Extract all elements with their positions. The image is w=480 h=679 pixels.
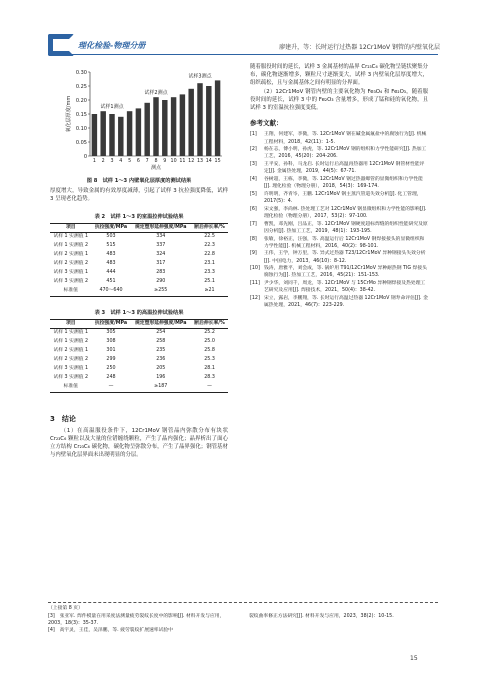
- reference-number: [5]: [250, 191, 257, 197]
- reference-number: [8]: [250, 236, 257, 242]
- x-axis-label: 测点: [150, 165, 162, 171]
- journal-logo: [48, 34, 144, 56]
- table-cell: 试样 2 实测值 1: [53, 348, 89, 354]
- table-cell: 25.1: [204, 279, 215, 285]
- table-cell: —: [108, 384, 114, 390]
- reference-item: [250, 191, 428, 205]
- table-cell: 334: [156, 234, 166, 240]
- table-cell: 248: [106, 375, 116, 381]
- bar: [162, 100, 167, 156]
- bar: [206, 86, 211, 156]
- section-heading: 3 结论: [50, 415, 76, 423]
- x-tick-label: 7: [145, 159, 149, 164]
- x-tick-label: 13: [196, 159, 204, 164]
- reference-item: [250, 176, 428, 190]
- reference-text: 尹少华，刘同千，周龙，等. 12Cr1MoV 与 15CrMo 异种钢焊接及热处理工艺研究及应用[J]. 焊接技术，2021，50(4)：38-42.: [264, 281, 426, 294]
- continued-ref-columns: [48, 614, 438, 635]
- table-cell: 444: [106, 270, 116, 276]
- reference-text: 杨在志，傅小明，孙虎，等. 12Cr1MoV 钢的组织和力学性能研究[J]. 热加工工艺，2016，45(20)：204-206.: [264, 147, 427, 160]
- table-cell: 317: [156, 261, 166, 267]
- right-text: [250, 64, 428, 310]
- reference-text: 王伟，王学，钟万里，等. 异式过热器 T23/12Cr1MoV 异种钢接头失效分析[J]. 中国电力，2013，46(10)：8-12.: [264, 251, 426, 264]
- table-3-title: 表 3 试样 1～3 的高温拉伸试验结果: [94, 310, 184, 316]
- table-cell: ≥187: [154, 384, 168, 390]
- table-cell: 试样 1 实测值 2: [53, 243, 89, 249]
- reference-text: 钱涛，唐雅平，刘会成，等. 锅炉用 T91/12Cr1MoV 异种耐热钢 TIG 焊接头腐蚀行为[J]. 热加工工艺，2016，45(21)：151-153.: [264, 266, 428, 279]
- x-tick-label: 11: [179, 159, 186, 164]
- table-cell: 22.8: [204, 252, 215, 258]
- series-label: 试样3测点: [188, 73, 212, 80]
- table-cell: 258: [156, 339, 166, 345]
- table-cell: 483: [106, 261, 116, 267]
- y-tick-label: 0.05: [75, 139, 87, 146]
- reference-item: [250, 146, 428, 160]
- reference-number: [12]: [250, 296, 260, 302]
- table-row: [50, 374, 228, 383]
- series-label: 试样2测点: [144, 90, 168, 97]
- reference-text: 王平安，孙科，马龙启. 长时运行后高温再热器用 12Cr1MoV 钢管材性能评定[J]. 金属热处理，2019，44(5)：67-71.: [264, 162, 425, 175]
- page-header: [0, 0, 480, 62]
- reference-item: [250, 236, 428, 250]
- y-tick-label: 0.10: [75, 125, 87, 132]
- continued-references: [48, 606, 438, 635]
- table-header-cell: 断后伸长率/%: [194, 224, 225, 230]
- table-cell: 196: [156, 375, 166, 381]
- table-cell: 标准值: [63, 384, 78, 390]
- x-tick-label: 14: [205, 159, 212, 164]
- reference-item: [250, 280, 428, 294]
- table-cell: 236: [156, 357, 166, 363]
- y-tick-label: 0: [83, 153, 87, 160]
- bar: [171, 97, 176, 156]
- reference-number: [9]: [250, 251, 257, 257]
- y-tick-label: 0.20: [75, 97, 87, 104]
- x-tick-label: 10: [170, 159, 177, 164]
- reference-item: 裂纹曲率修正方法研究[J]. 材料开发与应用，2023，38(2)：10-15.: [249, 613, 394, 619]
- table-3: [50, 319, 228, 394]
- reference-text: 宋文强，李尚林. 热处理工艺对 12Cr1MoV 钢显微组织和力学性能的影响[J]. 理化检验（物理分册），2017，53(2)：97-100.: [264, 206, 427, 219]
- table-row: [50, 365, 228, 374]
- table-row: [50, 269, 228, 278]
- table-row: [50, 260, 228, 269]
- table-cell: 25.3: [204, 357, 215, 363]
- reference-item: [250, 161, 428, 175]
- reference-item: [250, 206, 428, 220]
- x-tick-label: 8: [154, 159, 158, 164]
- table-cell: 254: [156, 330, 166, 336]
- conclusion-paragraph-1-cont: 随着服役时间的延长，试样 3 金属基材的晶界 Cr₂₃C₆ 碳化物呈链状聚集分布，碳化物逐渐增多，颗粒尺寸逐渐变大，试样 3 内壁氧化层厚度增大，组织疏松，且与金属基体之间有明显的分界面。: [250, 64, 428, 86]
- table-cell: 试样 2 实测值 2: [53, 261, 89, 267]
- continued-ref-col-right: [249, 614, 438, 635]
- table-cell: 483: [106, 252, 116, 258]
- table-cell: 试样 3 实测值 1: [53, 366, 89, 372]
- bar: [136, 108, 141, 156]
- table-cell: ≥255: [154, 288, 168, 294]
- table-cell: 205: [156, 366, 166, 372]
- table-2: [50, 223, 228, 298]
- bar: [92, 114, 97, 156]
- reference-number: [11]: [250, 281, 260, 287]
- table-row: [50, 233, 228, 242]
- x-tick-label: 9: [163, 159, 167, 164]
- x-tick-label: 15: [214, 159, 221, 164]
- reference-number: [7]: [250, 221, 257, 227]
- table-cell: 451: [106, 279, 116, 285]
- continued-ref-col-left: [48, 614, 237, 635]
- table-row: [50, 347, 228, 356]
- references-list: [250, 131, 428, 309]
- paragraph-continued: 厚度增大，导致金属的有效厚度减薄，引起了试样 3 抗拉强度降低，试样 3 呈现老化趋势。: [50, 188, 228, 202]
- table-cell: 28.3: [204, 375, 215, 381]
- bar: [180, 94, 185, 156]
- table-cell: 25.0: [204, 339, 215, 345]
- table-cell: 22.5: [204, 234, 215, 240]
- table-row: [50, 383, 228, 392]
- figure-caption: 图 8 试样 1～3 内壁氧化层厚度的测试结果: [86, 178, 192, 184]
- table-cell: 301: [106, 348, 116, 354]
- series-label: 试样1测点: [100, 104, 124, 111]
- y-tick-label: 0.15: [75, 111, 87, 118]
- bar: [118, 117, 123, 156]
- table-header-cell: 项目: [65, 320, 76, 326]
- table-row: [50, 251, 228, 260]
- table-row: [50, 329, 228, 338]
- x-tick-label: 2: [101, 159, 105, 164]
- table-cell: 290: [156, 279, 166, 285]
- table-cell: 470～640: [99, 288, 123, 294]
- table-cell: 试样 1 实测值 2: [53, 339, 89, 345]
- table-row: [50, 242, 228, 251]
- table-cell: 23.3: [204, 270, 215, 276]
- x-tick-label: 3: [110, 159, 114, 164]
- table-body: [50, 329, 228, 393]
- page-number: 15: [410, 655, 418, 662]
- reference-item: [3] 张亚军. 焊件模量在用采度法测量疲劳裂纹长度中的影响[J]. 材料开发与应用，2003，18(3)：35-37.: [48, 613, 225, 626]
- reference-number: [3]: [250, 162, 257, 168]
- table-cell: 试样 3 实测值 2: [53, 375, 89, 381]
- table-cell: 试样 3 实测值 2: [53, 279, 89, 285]
- table-cell: 515: [106, 243, 116, 249]
- table-cell: 235: [156, 348, 166, 354]
- body-paragraph: [50, 188, 228, 206]
- x-tick-label: 12: [188, 159, 195, 164]
- x-tick-label: 4: [119, 159, 123, 164]
- reference-item: [250, 250, 428, 264]
- reference-number: [10]: [250, 266, 260, 272]
- table-header-row: [50, 223, 228, 233]
- table-cell: 28.1: [204, 366, 215, 372]
- reference-text: 曹凯，邓先刚，吕品正，等. 12Cr1MoV 钢硬度超标焊缝的组织性能研究及原因分析[J]. 热加工工艺，2019，48(1)：193-195.: [264, 221, 428, 234]
- bar: [144, 103, 149, 156]
- bar-chart: [50, 64, 228, 176]
- table-cell: 503: [106, 234, 116, 240]
- table-cell: 试样 1 实测值 1: [53, 330, 89, 336]
- reference-text: 谷树超，王栋，李微，等. 12Cr1MoV 钢过热器爆管的显微组织和力学性能[J]. 理化检验（物理分册），2018，54(3)：169-174.: [264, 177, 423, 190]
- table-cell: 283: [156, 270, 166, 276]
- reference-number: [1]: [250, 132, 257, 138]
- bar: [153, 97, 158, 156]
- journal-logo-icon: [48, 34, 74, 56]
- table-cell: 25.2: [204, 330, 215, 336]
- table-header-cell: 断后伸长率/%: [194, 320, 225, 326]
- reference-item: [250, 265, 428, 279]
- bar: [127, 111, 132, 156]
- reference-text: 王翔，何建军，李微，等. 12Cr1MoV 钢在碱金属氟盐中的腐蚀行为[J]. 机械工程材料，2018，42(11)：1-5.: [264, 132, 427, 145]
- table-cell: 试样 2 实测值 1: [53, 252, 89, 258]
- table-header-row: [50, 319, 228, 329]
- bar: [197, 83, 202, 156]
- table-header-cell: 规定塑形延伸强度/MPa: [135, 224, 187, 230]
- section-conclusion: [50, 414, 228, 461]
- y-axis-label: 氧化层厚度/mm: [66, 95, 72, 133]
- table-cell: 308: [106, 339, 116, 345]
- header-rule: [48, 54, 438, 55]
- y-tick-label: 0.30: [75, 69, 87, 76]
- table-2-block: [50, 212, 228, 297]
- running-head: 廖建升，等：长时运行过热器 12Cr1MoV 钢管的内壁氧化层: [279, 44, 440, 51]
- x-tick-label: 1: [92, 159, 96, 164]
- table-row: [50, 356, 228, 365]
- table-cell: 305: [106, 330, 116, 336]
- table-cell: 337: [156, 243, 166, 249]
- table-cell: 试样 1 实测值 1: [53, 234, 89, 240]
- continued-note: （上接第 8 页）: [48, 606, 83, 611]
- table-cell: 324: [156, 252, 166, 258]
- references-heading: 参考文献：: [250, 118, 283, 127]
- reference-number: [2]: [250, 147, 257, 153]
- table-header-cell: 规定塑形延伸强度/MPa: [135, 320, 187, 326]
- reference-text: 许明明，齐青岑，王鹏. 12Cr1MoV 钢主蒸汽管道失效分析[J]. 化工管理，2017(5)：4.: [264, 191, 422, 205]
- table-row: [50, 278, 228, 287]
- table-cell: —: [207, 384, 212, 390]
- y-tick-label: 0.25: [75, 83, 87, 90]
- table-row: [50, 287, 228, 296]
- reference-item: [250, 295, 428, 309]
- table-body: [50, 233, 228, 297]
- conclusion-paragraph-2: （2）12Cr1MoV 钢管内壁的主要氧化物为 Fe₃O₄ 和 Fe₂O₃，随着服役时间的延长，试样 3 中的 Fe₂O₃ 含量增多，形成了锰和硅的氧化物，且试样 3 的室温抗拉强度变低。: [250, 89, 428, 112]
- reference-item: [4] 高宇灵，王佳，吴泽鹏，等. 疲劳裂纹扩展速率试验中: [48, 627, 173, 633]
- reference-number: [6]: [250, 206, 257, 212]
- table-header-cell: 项目: [65, 224, 76, 230]
- bar: [188, 89, 193, 156]
- reference-item: [250, 131, 428, 145]
- table-header-cell: 抗拉强度/MPa: [94, 224, 128, 230]
- table-3-block: [50, 308, 228, 393]
- reference-text: 宋立，露岩，李鹏翔，等. 长时运行高温过热器 12Cr1MoV 钢寿命评估[J]. 金属热处理，2021，46(7)：223-229.: [264, 296, 428, 309]
- bar: [100, 111, 105, 156]
- table-cell: 25.8: [204, 348, 215, 354]
- footnote-divider: [48, 602, 438, 603]
- bar: [109, 114, 114, 156]
- reference-text: 张敏，徐裕正，汪强，等. 高温运行后 12Cr1MoV 钢焊接接头的显微组织和力学性能[J]. 机械工程材料，2016，40(2)：98-101.: [264, 236, 425, 249]
- table-cell: 299: [106, 357, 116, 363]
- conclusion-paragraph-1: （1）在高温服役条件下，12Cr1MoV 钢管晶内弥散分布有块状 Cr₂₃C₆ 颗粒以及大量的位错缠绕颗粒，产生了晶内强化；晶界析出了面心立方结构 Cr₂₃C₆ 碳化物，碳化物呈弥散分布，产生了晶界强化；钢管基材与内壁氧化层界面未出现明显的分层。: [50, 428, 228, 458]
- table-cell: 试样 3 实测值 1: [53, 270, 89, 276]
- table-cell: 23.1: [204, 261, 215, 267]
- reference-number: [4]: [250, 177, 257, 183]
- figure-8-chart: [50, 64, 228, 176]
- table-2-title: 表 2 试样 1～3 的室温拉伸试验结果: [94, 214, 184, 220]
- x-tick-label: 6: [136, 159, 140, 164]
- bar: [215, 80, 220, 156]
- table-row: [50, 338, 228, 347]
- table-cell: 试样 2 实测值 2: [53, 357, 89, 363]
- table-cell: 22.3: [204, 243, 215, 249]
- table-header-cell: 抗拉强度/MPa: [94, 320, 128, 326]
- x-tick-label: 5: [128, 159, 132, 164]
- journal-brand: 理化检验-物理分册: [78, 41, 146, 50]
- reference-item: [250, 221, 428, 235]
- table-cell: 标准值: [63, 288, 78, 294]
- table-cell: ≥21: [204, 288, 215, 294]
- table-cell: 250: [106, 366, 116, 372]
